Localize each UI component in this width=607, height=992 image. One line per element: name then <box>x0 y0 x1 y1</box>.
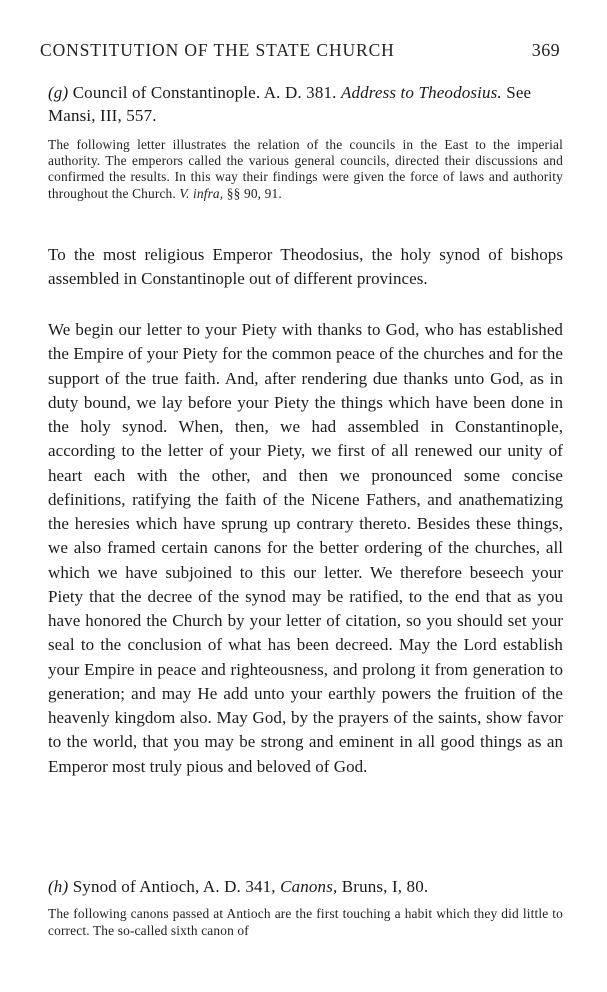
intro-note-g-text: The following letter illustrates the relation of the councils in the East to the imperial authority. The emperors called the various general councils, directed their discussions and confirmed the results. In this way their findings were given the force of laws and authority throughout the Church. <box>48 137 563 201</box>
cross-reference-rest: §§ 90, 91. <box>226 185 282 201</box>
section-label-g: (g) <box>48 83 69 102</box>
section-reference-h: Bruns, I, 80. <box>341 877 429 896</box>
section-heading-h-text: Synod of Antioch, A. D. 341, <box>72 877 276 896</box>
running-head <box>40 40 560 61</box>
page-number: 369 <box>531 40 560 60</box>
intro-note-h: The following canons passed at Antioch are the first touching a habit which they did little to correct. The so-called sixth canon of <box>48 906 563 938</box>
section-heading-g-text: Council of Constantinople. A. D. 381. <box>72 83 337 102</box>
section-heading-h <box>48 875 563 898</box>
section-source-title-g: Address to Theodosius. <box>340 83 502 102</box>
section-label-h: (h) <box>48 877 69 896</box>
intro-note-g <box>48 137 563 202</box>
section-heading-g <box>48 81 563 127</box>
letter-salutation: To the most religious Emperor Theodosius, the holy synod of bishops assembled in Constantinople out of different provinces. <box>48 245 563 289</box>
section-reference-g: See Mansi, III, 557. <box>48 83 532 125</box>
running-head-title: CONSTITUTION OF THE STATE CHURCH <box>40 40 395 60</box>
letter-body: We begin our letter to your Piety with thanks to God, who has established the Empire of your Piety for the common peace of the churches and for the support of the true faith. And, after rendering due thanks unto God, as in duty bound, we lay before your Piety the things which have been done in the holy synod. When, then, we had assembled in Constantinople, according to the letter of your Piety, we first of all renewed our unity of heart each with the other, and then we pronounced some concise definitions, ratifying the faith of the Nicene Fathers, and anathematizing the heresies which have sprung up contrary thereto. Besides these things, we also framed certain canons for the better ordering of the churches, all which we have subjoined to this our letter. We therefore beseech your Piety that the decree of the synod may be ratified, to the end that as you have honored the Church by your letter of citation, so you should set your seal to the conclusion of what has been decreed. May the Lord establish your Empire in peace and righteousness, and prolong it from generation to generation; and may He add unto your earthly powers the fruition of the heavenly kingdom also. May God, by the prayers of the saints, show favor to the world, that you may be strong and eminent in all good things as an Emperor most truly pious and beloved of God. <box>48 320 563 776</box>
cross-reference-italic: V. infra, <box>179 185 224 201</box>
section-title-italic-h: Canons, <box>280 877 338 896</box>
